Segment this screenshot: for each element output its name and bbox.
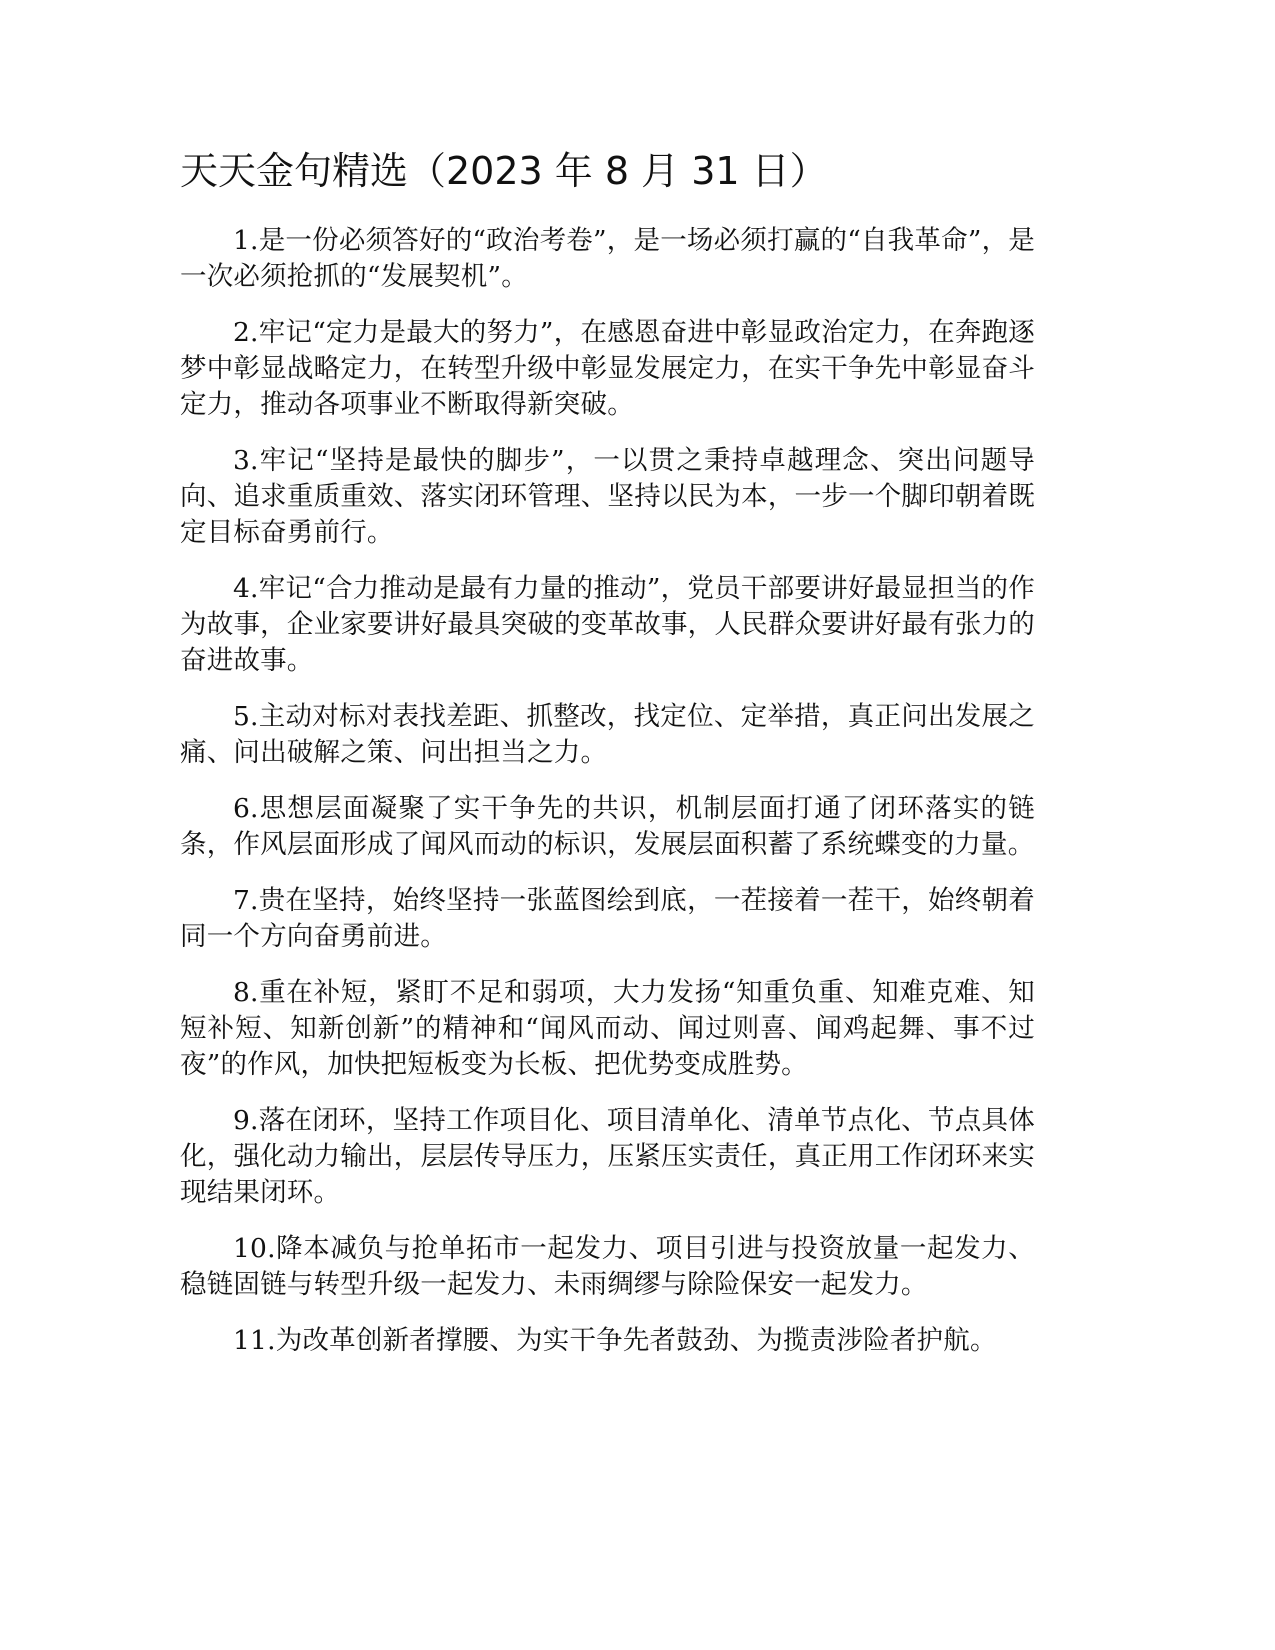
quote-item-3: 3.牢记“坚持是最快的脚步”，一以贯之秉持卓越理念、突出问题导向、追求重质重效、落实闭环管理、坚持以民为本，一步一个脚印朝着既定目标奋勇前行。 [180, 445, 1035, 548]
quote-item-7: 7.贵在坚持，始终坚持一张蓝图绘到底，一茬接着一茬干，始终朝着同一个方向奋勇前进。 [180, 885, 1035, 952]
document-page [180, 145, 1035, 1379]
quote-item-10: 10.降本减负与抢单拓市一起发力、项目引进与投资放量一起发力、稳链固链与转型升级一起发力、未雨绸缪与除险保安一起发力。 [180, 1233, 1035, 1300]
document-title: 天天金句精选（2023 年 8 月 31 日） [180, 149, 828, 193]
quote-item-2: 2.牢记“定力是最大的努力”，在感恩奋进中彰显政治定力，在奔跑逐梦中彰显战略定力，在转型升级中彰显发展定力，在实干争先中彰显奋斗定力，推动各项事业不断取得新突破。 [180, 317, 1035, 420]
quote-item-6: 6.思想层面凝聚了实干争先的共识，机制层面打通了闭环落实的链条，作风层面形成了闻风而动的标识，发展层面积蓄了系统蝶变的力量。 [180, 793, 1035, 860]
quote-item-11: 11.为改革创新者撑腰、为实干争先者鼓劲、为揽责涉险者护航。 [233, 1325, 997, 1356]
quote-item-8: 8.重在补短，紧盯不足和弱项，大力发扬“知重负重、知难克难、知短补短、知新创新”的精神和“闻风而动、闻过则喜、闻鸡起舞、事不过夜”的作风，加快把短板变为长板、把优势变成胜势。 [180, 977, 1035, 1080]
quote-item-1: 1.是一份必须答好的“政治考卷”，是一场必须打赢的“自我革命”，是一次必须抢抓的“发展契机”。 [180, 225, 1035, 292]
quote-item-4: 4.牢记“合力推动是最有力量的推动”，党员干部要讲好最显担当的作为故事，企业家要讲好最具突破的变革故事，人民群众要讲好最有张力的奋进故事。 [180, 573, 1035, 676]
quote-item-5: 5.主动对标对表找差距、抓整改，找定位、定举措，真正问出发展之痛、问出破解之策、问出担当之力。 [180, 701, 1035, 768]
quote-item-9: 9.落在闭环，坚持工作项目化、项目清单化、清单节点化、节点具体化，强化动力输出，层层传导压力，压紧压实责任，真正用工作闭环来实现结果闭环。 [180, 1105, 1035, 1208]
